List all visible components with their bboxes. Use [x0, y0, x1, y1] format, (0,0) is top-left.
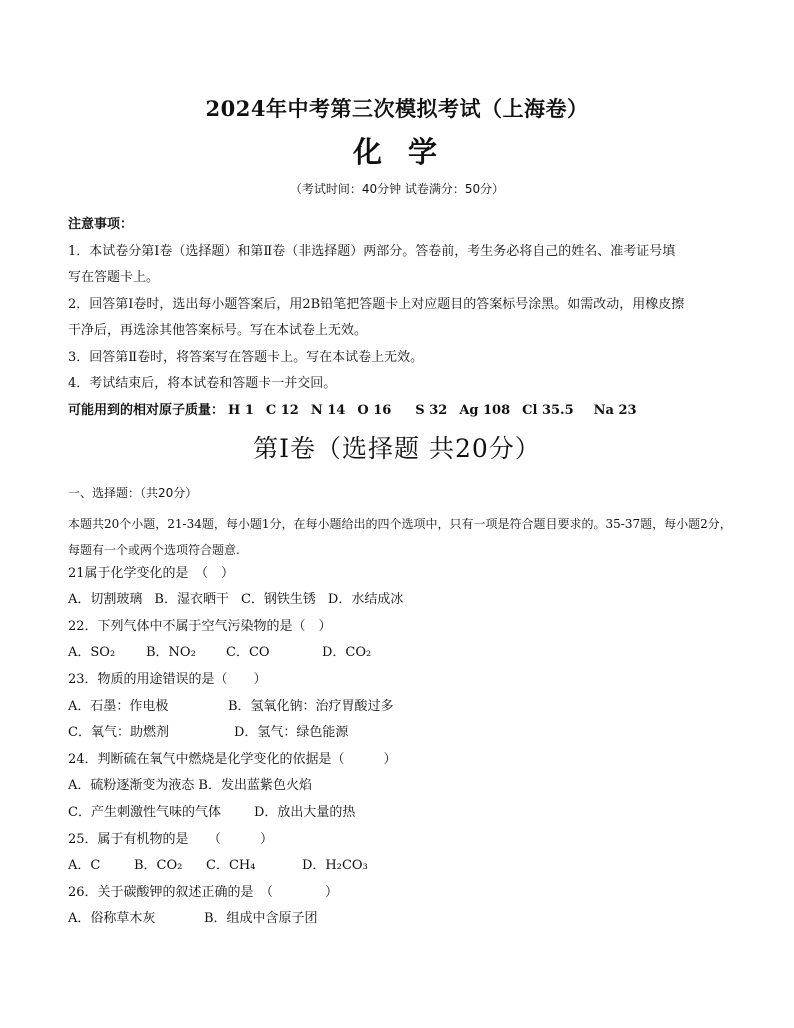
option: A．SO₂ — [68, 645, 116, 661]
question-options — [68, 777, 738, 795]
option: B．氢氧化钠：治疗胃酸过多 — [228, 698, 394, 714]
option: B．组成中含原子团 — [204, 911, 318, 927]
note-line: 3．回答第Ⅱ卷时，将答案写在答题卡上。写在本试卷上无效。 — [68, 349, 424, 365]
exam-info: （考试时间：40分钟 试卷满分：50分） — [289, 182, 505, 196]
option: D．H₂CO₃ — [302, 858, 368, 874]
option: C．CH₄ — [206, 858, 256, 874]
question-options — [68, 591, 738, 609]
option: C．氧气：助燃剂 — [68, 725, 169, 741]
atomic-mass: Ag 108 — [459, 402, 511, 418]
section-title: 第Ⅰ卷（选择题 共20分） — [253, 434, 541, 463]
option: C．产生刺激性气味的气体 — [68, 804, 221, 820]
question-options — [68, 804, 738, 822]
note-line: 写在答题卡上。 — [68, 270, 160, 285]
question-stem: 22．下列气体中不属于空气污染物的是（ ） — [68, 618, 332, 634]
note-line: 干净后，再选涂其他答案标号。写在本试卷上无效。 — [68, 323, 368, 338]
option: B．湿衣晒干 — [154, 592, 229, 608]
notes-heading: 注意事项： — [68, 217, 134, 232]
option: A．硫粉逐渐变为液态 — [68, 778, 195, 794]
question-options — [68, 644, 738, 662]
option: A．石墨：作电极 — [68, 698, 169, 714]
atomic-mass: H 1 — [228, 402, 254, 418]
atomic-mass: O 16 — [357, 402, 392, 418]
option: D．氢气：绿色能源 — [234, 725, 349, 741]
option: A．C — [68, 858, 101, 874]
option: B．发出蓝紫色火焰 — [198, 778, 312, 794]
question-options — [68, 910, 738, 928]
option: B．CO₂ — [134, 858, 183, 874]
section-intro: 本题共20个小题，21-34题，每小题1分，在每小题给出的四个选项中，只有一项是符合题目要求的。35-37题，每小题2分，每题有一个或两个选项符合题意. — [68, 516, 732, 557]
question-stem: 25．属于有机物的是 （ ） — [68, 831, 274, 847]
exam-title: 2024年中考第三次模拟考试（上海卷） — [205, 96, 589, 121]
note-line: 4．考试结束后，将本试卷和答题卡一并交回。 — [68, 376, 337, 391]
option: D．CO₂ — [322, 645, 372, 661]
question-stem: 23．物质的用途错误的是（ ） — [68, 671, 267, 687]
atomic-mass: C 12 — [265, 402, 299, 418]
question-stem: 21属于化学变化的是 （ ） — [68, 565, 235, 581]
atomic-mass: S 32 — [415, 402, 448, 418]
option: A．俗称草木灰 — [68, 911, 156, 927]
question-options — [68, 724, 738, 742]
question-stem: 26．关于碳酸钾的叙述正确的是 （ ） — [68, 884, 339, 900]
option: B．NO₂ — [146, 645, 196, 661]
option: D．水结成冰 — [327, 592, 404, 608]
question-options — [68, 698, 738, 716]
atomic-mass-label: 可能用到的相对原子质量： — [68, 402, 225, 418]
atomic-mass: Cl 35.5 — [522, 402, 574, 418]
question-options — [68, 857, 738, 875]
note-line: 1．本试卷分第Ⅰ卷（选择题）和第Ⅱ卷（非选择题）两部分。答卷前，考生务必将自己的姓名、准考证号填 — [68, 243, 676, 259]
note-line: 2．回答第Ⅰ卷时，选出每小题答案后，用2B铅笔把答题卡上对应题目的答案标号涂黑。如需改动，用橡皮擦 — [68, 296, 685, 312]
option: C．CO — [226, 645, 270, 661]
option: C．钢铁生锈 — [240, 592, 316, 608]
subject-title: 化学 — [352, 135, 463, 169]
atomic-mass: Na 23 — [593, 402, 637, 418]
notes-section — [68, 216, 728, 428]
option: A．切割玻璃 — [68, 592, 143, 608]
questions-section — [68, 484, 738, 937]
atomic-mass-line — [68, 402, 728, 420]
option: D．放出大量的热 — [254, 804, 356, 820]
section-heading: 一、选择题：（共20分） — [68, 486, 198, 500]
atomic-mass: N 14 — [310, 402, 346, 418]
question-stem: 24．判断硫在氧气中燃烧是化学变化的依据是（ ） — [68, 751, 397, 767]
